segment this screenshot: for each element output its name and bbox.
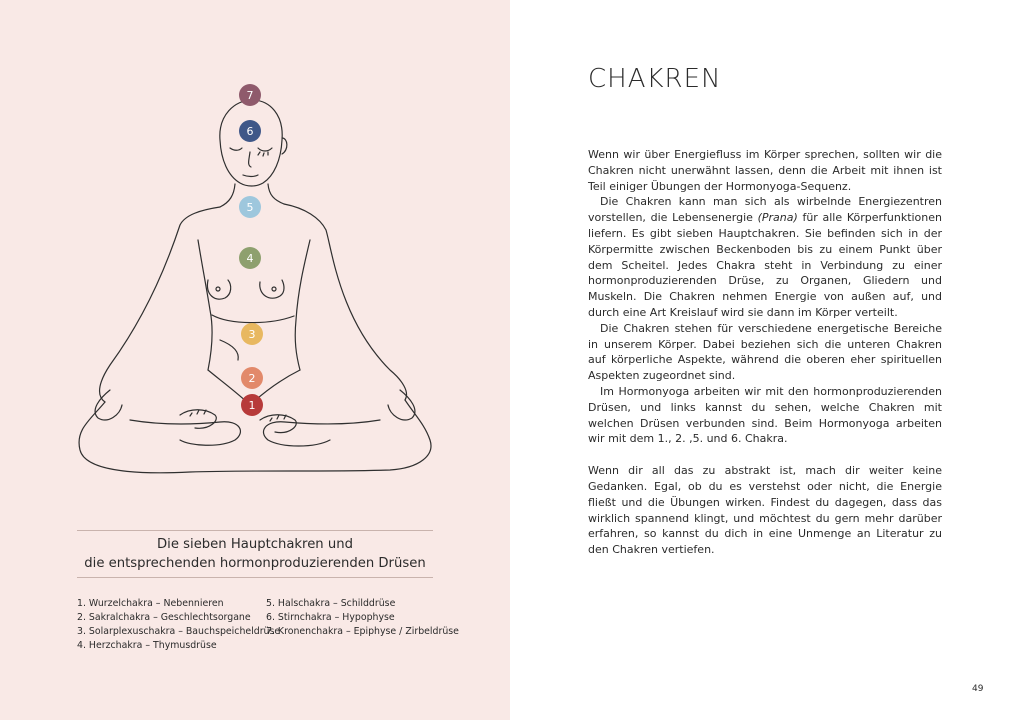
paragraph-2-end: für alle Körperfunktionen liefern. Es gibt sieben Hauptchakren. Sie befinden sich in der Körpermitte zwischen Beckenboden bis zu einem Punkt über dem Scheitel. Jedes Chakra steht in Verbindung zu einer hormonproduzierenden Drüse, zu Organen, Gliedern und Muskeln. Die Chakren nehmen Energie von außen auf, und durch eine Art Kreislauf wird sie dann im Körper verteilt. [588, 211, 942, 319]
legend-item: 1. Wurzelchakra – Nebennieren [77, 598, 224, 609]
legend-item: 5. Halschakra – Schilddrüse [266, 598, 396, 609]
legend-item: 3. Solarplexuschakra – Bauchspeicheldrüse [77, 626, 281, 637]
chakra-7-dot [239, 84, 261, 106]
caption-divider-bottom [77, 577, 433, 578]
legend-item: 4. Herzchakra – Thymusdrüse [77, 640, 217, 651]
chakra-3-dot [241, 323, 263, 345]
paragraph-4: Im Hormonyoga arbeiten wir mit den hormonproduzierenden Drüsen, und links kannst du sehen, welche Chakren mit welchen Drüsen verbunden sind. Beim Hormonyoga arbeiten wir mit dem 1., 2. ,5. und 6. Chakra. [588, 384, 942, 446]
chakra-2-dot [241, 367, 263, 389]
legend-item: 6. Stirnchakra – Hypophyse [266, 612, 395, 623]
paragraph-3: Die Chakren stehen für verschiedene energetische Bereiche in unserem Körper. Dabei beziehen sich die unteren Chakren auf körperliche Aspekte, während die oberen eher spirituellen Aspekten zugeordnet sind. [588, 321, 942, 383]
figure-caption [77, 535, 433, 573]
body-text [588, 147, 942, 558]
chakra-6-dot [239, 120, 261, 142]
chakra-figure-svg [70, 80, 450, 490]
chakra-dots [239, 84, 263, 416]
chakra-legend-column-1 [77, 597, 281, 653]
chakra-1-number: 1 [248, 399, 256, 412]
meditating-figure-illustration [70, 80, 450, 490]
paragraph-5: Wenn dir all das zu abstrakt ist, mach dir weiter keine Gedanken. Egal, ob du es verstehst oder nicht, die Energie fließt und die Übungen wirken. Findest du dagegen, dass das wirklich spannend klingt, und möchtest du gern mehr darüber erfahren, so kannst du dich in eine Unmenge an Literatur zu den Chakren vertiefen. [588, 464, 942, 557]
chakra-4-dot [239, 247, 261, 269]
caption-divider-top [77, 530, 433, 531]
figure-line-art [79, 100, 431, 473]
chakra-2-number: 2 [248, 372, 256, 385]
page-number: 49 [972, 684, 984, 694]
chakra-3-number: 3 [248, 328, 256, 341]
legend-item: 7. Kronenchakra – Epiphyse / Zirbeldrüse [266, 626, 459, 637]
chakra-5-dot [239, 196, 261, 218]
page-title: CHAKREN [588, 64, 722, 94]
paragraph-1: Wenn wir über Energiefluss im Körper sprechen, sollten wir die Chakren nicht unerwähnt lassen, denn die Arbeit mit ihnen ist Teil einiger Übungen der Hormonyoga-Sequenz. [588, 148, 942, 193]
chakra-7-number: 7 [246, 89, 254, 102]
caption-line-2: die entsprechenden hormonproduzierenden Drüsen [84, 556, 426, 571]
paragraph-2 [588, 194, 942, 320]
prana-term: (Prana) [757, 211, 798, 225]
chakra-6-number: 6 [246, 125, 254, 138]
caption-line-1: Die sieben Hauptchakren und [157, 537, 353, 552]
chakra-5-number: 5 [246, 201, 254, 214]
chakra-legend-column-2 [266, 597, 459, 639]
chakra-4-number: 4 [246, 252, 254, 265]
chakra-1-dot [241, 394, 263, 416]
legend-item: 2. Sakralchakra – Geschlechtsorgane [77, 612, 251, 623]
paragraph-2-start: Die Chakren kann man sich als wirbelnde Energiezentren vorstellen, die Lebensenergie [588, 195, 942, 225]
